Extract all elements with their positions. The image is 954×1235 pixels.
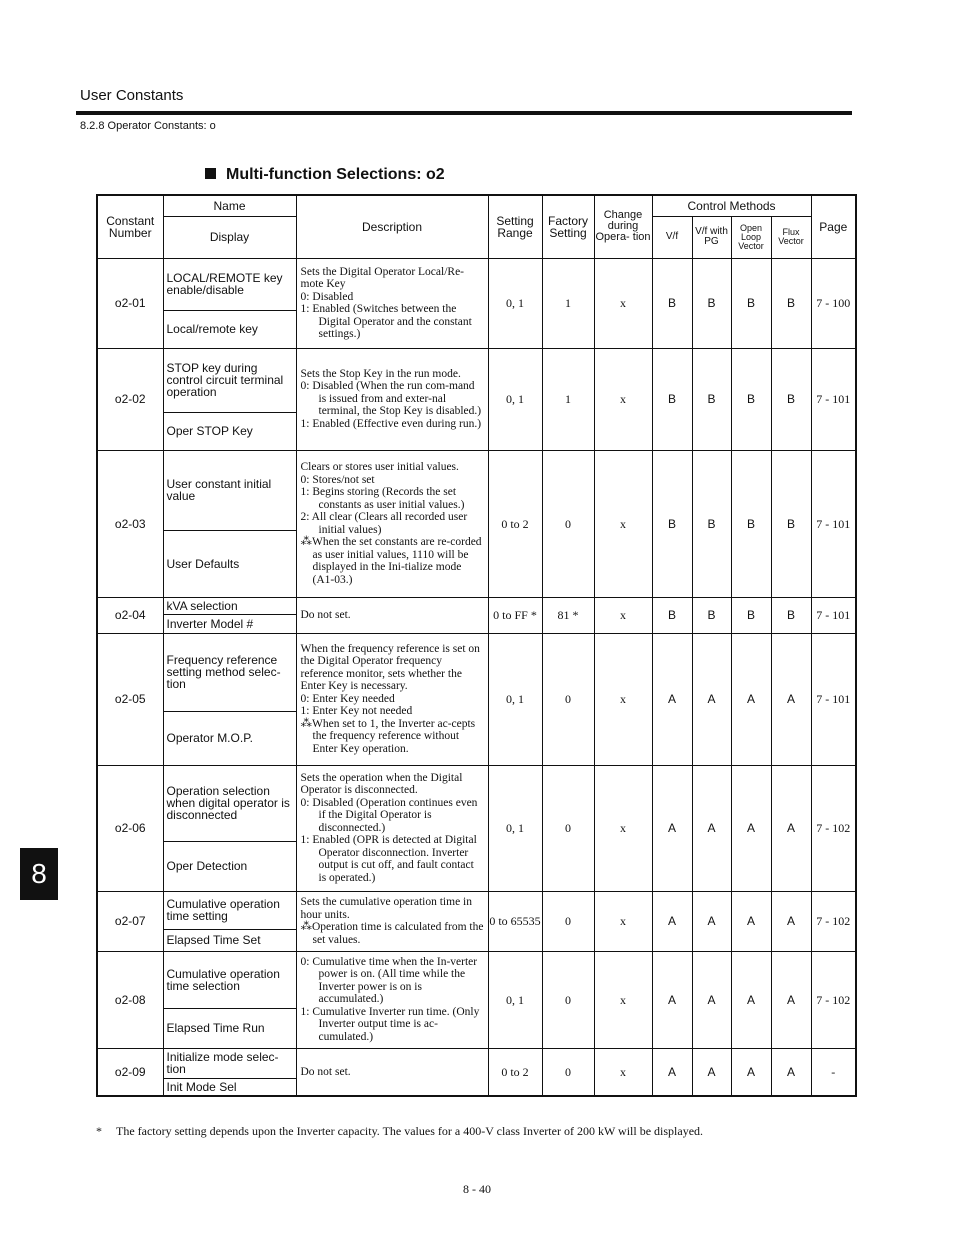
- table-row: [97, 450, 856, 530]
- table-row: [97, 891, 856, 929]
- open-loop-vector-access: A: [731, 633, 771, 765]
- description-option: 2: All clear (Clears all recorded user initial values): [300, 511, 468, 536]
- header-page: Page: [811, 195, 856, 258]
- header-setting-range: Setting Range: [488, 195, 542, 258]
- square-bullet-icon: [205, 168, 216, 179]
- footnote-mark: *: [96, 1124, 102, 1138]
- description-option: 1: Enabled (Switches between the Digital Operator and the constant settings.): [300, 303, 472, 340]
- header-open-loop-vector: Open Loop Vector: [731, 216, 771, 258]
- header-factory-setting: Factory Setting: [542, 195, 594, 258]
- constant-number: o2-03: [97, 450, 163, 597]
- change-during-operation: x: [594, 951, 652, 1048]
- parameter-name: LOCAL/REMOTE key enable/disable: [163, 258, 296, 310]
- constant-number: o2-04: [97, 597, 163, 633]
- open-loop-vector-access: B: [731, 258, 771, 348]
- parameter-description: [296, 597, 488, 633]
- constant-number: o2-08: [97, 951, 163, 1048]
- factory-setting: 0: [542, 633, 594, 765]
- description-note: ⁂When the set constants are re-corded as user initial values, 1110 will be displayed in the Ini-tialize mode (A1-03.): [300, 536, 482, 586]
- subsection-title: 8.2.8 Operator Constants: o: [80, 120, 216, 132]
- chapter-tab: 8: [20, 848, 58, 900]
- constant-number: o2-01: [97, 258, 163, 348]
- parameter-name: Operation selection when digital operator is disconnected: [163, 765, 296, 841]
- description-line: Do not set.: [300, 608, 351, 621]
- factory-setting: 0: [542, 765, 594, 891]
- description-note: ⁂Operation time is calculated from the set values.: [300, 921, 484, 946]
- parameter-display: User Defaults: [163, 530, 296, 597]
- vf-access: A: [652, 951, 692, 1048]
- factory-setting: 0: [542, 951, 594, 1048]
- change-during-operation: x: [594, 1048, 652, 1096]
- description-line: Sets the cumulative operation time in hour units.: [300, 896, 473, 921]
- description-option: 1: Enter Key not needed: [300, 705, 413, 718]
- open-loop-vector-access: A: [731, 1048, 771, 1096]
- setting-range: 0, 1: [488, 951, 542, 1048]
- page-number: 8 - 40: [463, 1182, 491, 1196]
- page-reference: 7 - 101: [811, 348, 856, 450]
- page-reference: 7 - 101: [811, 597, 856, 633]
- parameter-description: [296, 633, 488, 765]
- vf-access: A: [652, 1048, 692, 1096]
- flux-vector-access: A: [771, 765, 811, 891]
- table-row: [97, 258, 856, 310]
- parameter-display: Init Mode Sel: [163, 1078, 296, 1096]
- page-reference: 7 - 102: [811, 891, 856, 951]
- parameter-display: Inverter Model #: [163, 614, 296, 633]
- parameter-description: [296, 891, 488, 951]
- open-loop-vector-access: A: [731, 951, 771, 1048]
- vf-access: B: [652, 597, 692, 633]
- description-line: Sets the operation when the Digital Operator is disconnected.: [300, 771, 463, 797]
- factory-setting: 0: [542, 891, 594, 951]
- vf-pg-access: B: [692, 450, 731, 597]
- factory-setting: 1: [542, 348, 594, 450]
- description-line: Clears or stores user initial values.: [300, 461, 459, 473]
- setting-range: 0 to 65535: [488, 891, 542, 951]
- flux-vector-access: A: [771, 891, 811, 951]
- description-option: 1: Cumulative Inverter run time. (Only Inverter output time is ac-cumulated.): [300, 1005, 480, 1043]
- footnote-text: The factory setting depends upon the Inverter capacity. The values for a 400-V class Inverter of 200 kW will be displayed.: [116, 1124, 704, 1138]
- header-vf: V/f: [652, 216, 692, 258]
- setting-range: 0 to 2: [488, 450, 542, 597]
- header-name: Name: [163, 195, 296, 216]
- page-reference: 7 - 100: [811, 258, 856, 348]
- change-during-operation: x: [594, 765, 652, 891]
- vf-access: B: [652, 258, 692, 348]
- open-loop-vector-access: B: [731, 348, 771, 450]
- parameter-name: Frequency reference setting method selec-tion: [163, 633, 296, 711]
- table-heading: [205, 166, 445, 184]
- header-vf-pg: V/f with PG: [692, 216, 731, 258]
- factory-setting: 0: [542, 450, 594, 597]
- description-option: 0: Disabled (When the run com-mand is issued from and exter-nal terminal, the Stop Key is disabled.): [300, 380, 482, 418]
- description-note: ⁂When set to 1, the Inverter ac-cepts the frequency reference without Enter Key operation.: [300, 717, 476, 755]
- vf-pg-access: A: [692, 891, 731, 951]
- vf-pg-access: A: [692, 633, 731, 765]
- description-line: Sets the Stop Key in the run mode.: [300, 367, 461, 380]
- flux-vector-access: B: [771, 450, 811, 597]
- change-during-operation: x: [594, 258, 652, 348]
- setting-range: 0 to 2: [488, 1048, 542, 1096]
- table-row: [97, 633, 856, 711]
- flux-vector-access: B: [771, 258, 811, 348]
- table-row: [97, 1048, 856, 1078]
- header-flux-vector: Flux Vector: [771, 216, 811, 258]
- page-reference: 7 - 102: [811, 765, 856, 891]
- change-during-operation: x: [594, 348, 652, 450]
- header-description: Description: [296, 195, 488, 258]
- setting-range: 0, 1: [488, 633, 542, 765]
- table-row: [97, 597, 856, 614]
- parameter-display: Elapsed Time Set: [163, 929, 296, 951]
- change-during-operation: x: [594, 891, 652, 951]
- setting-range: 0 to FF *: [488, 597, 542, 633]
- description-option: 0: Cumulative time when the In-verter power is on. (All time while the Inverter power is on is accumulated.): [300, 955, 478, 1006]
- parameter-display: Operator M.O.P.: [163, 711, 296, 765]
- flux-vector-access: A: [771, 633, 811, 765]
- parameter-display: Oper STOP Key: [163, 412, 296, 450]
- header-display: Display: [163, 216, 296, 258]
- factory-setting: 1: [542, 258, 594, 348]
- parameter-display: Oper Detection: [163, 841, 296, 891]
- constant-number: o2-07: [97, 891, 163, 951]
- vf-access: A: [652, 765, 692, 891]
- description-option: 1: Begins storing (Records the set constants as user initial values.): [300, 486, 465, 511]
- parameter-display: Elapsed Time Run: [163, 1008, 296, 1048]
- footnote: [96, 1124, 703, 1139]
- vf-pg-access: A: [692, 765, 731, 891]
- description-line: When the frequency reference is set on the Digital Operator frequency reference monitor, sets whether the Enter Key is necessary.: [300, 642, 480, 693]
- description-option: 0: Enter Key needed: [300, 692, 395, 705]
- vf-pg-access: A: [692, 951, 731, 1048]
- vf-access: A: [652, 891, 692, 951]
- header-rule: [76, 111, 852, 115]
- vf-access: A: [652, 633, 692, 765]
- header-row-1: [97, 195, 856, 216]
- open-loop-vector-access: A: [731, 891, 771, 951]
- table-row: [97, 765, 856, 841]
- flux-vector-access: B: [771, 348, 811, 450]
- parameter-description: [296, 348, 488, 450]
- page-reference: 7 - 101: [811, 633, 856, 765]
- parameter-name: User constant initial value: [163, 450, 296, 530]
- table-row: [97, 348, 856, 412]
- page-reference: -: [811, 1048, 856, 1096]
- description-line: Do not set.: [300, 1065, 351, 1078]
- parameter-description: [296, 1048, 488, 1096]
- table-row: [97, 951, 856, 1008]
- description-option: 1: Enabled (OPR is detected at Digital Operator disconnection. Inverter output is cut off, and fault contact is operated.): [300, 834, 477, 884]
- parameter-description: [296, 450, 488, 597]
- constants-table: [96, 194, 857, 1097]
- description-option: 0: Stores/not set: [300, 473, 375, 486]
- constant-number: o2-02: [97, 348, 163, 450]
- setting-range: 0, 1: [488, 765, 542, 891]
- flux-vector-access: A: [771, 951, 811, 1048]
- parameter-description: [296, 258, 488, 348]
- vf-pg-access: B: [692, 258, 731, 348]
- change-during-operation: x: [594, 633, 652, 765]
- vf-access: B: [652, 348, 692, 450]
- page-reference: 7 - 101: [811, 450, 856, 597]
- setting-range: 0, 1: [488, 348, 542, 450]
- setting-range: 0, 1: [488, 258, 542, 348]
- flux-vector-access: A: [771, 1048, 811, 1096]
- parameter-description: [296, 765, 488, 891]
- constant-number: o2-09: [97, 1048, 163, 1096]
- vf-pg-access: B: [692, 348, 731, 450]
- description-line: Sets the Digital Operator Local/Re-mote Key: [300, 265, 465, 290]
- factory-setting: 81 *: [542, 597, 594, 633]
- description-option: 1: Enabled (Effective even during run.): [300, 417, 482, 430]
- factory-setting: 0: [542, 1048, 594, 1096]
- header-control-methods: Control Methods: [652, 195, 811, 216]
- vf-pg-access: A: [692, 1048, 731, 1096]
- parameter-display: Local/remote key: [163, 310, 296, 348]
- parameter-name: STOP key during control circuit terminal operation: [163, 348, 296, 412]
- change-during-operation: x: [594, 597, 652, 633]
- parameter-name: Cumulative operation time setting: [163, 891, 296, 929]
- description-option: 0: Disabled: [300, 290, 354, 303]
- change-during-operation: x: [594, 450, 652, 597]
- open-loop-vector-access: B: [731, 597, 771, 633]
- header-constant-number: Constant Number: [97, 195, 163, 258]
- parameter-name: Cumulative operation time selection: [163, 951, 296, 1008]
- parameter-description: [296, 951, 488, 1048]
- open-loop-vector-access: B: [731, 450, 771, 597]
- page-reference: 7 - 102: [811, 951, 856, 1048]
- parameter-name: Initialize mode selec-tion: [163, 1048, 296, 1078]
- header-change-during-operation: Change during Opera- tion: [594, 195, 652, 258]
- constant-number: o2-06: [97, 765, 163, 891]
- description-option: 0: Disabled (Operation continues even if the Digital Operator is disconnected.): [300, 796, 478, 834]
- heading-text: Multi-function Selections: o2: [226, 166, 445, 183]
- parameter-name: kVA selection: [163, 597, 296, 614]
- flux-vector-access: B: [771, 597, 811, 633]
- vf-access: B: [652, 450, 692, 597]
- section-title: User Constants: [80, 87, 184, 104]
- open-loop-vector-access: A: [731, 765, 771, 891]
- vf-pg-access: B: [692, 597, 731, 633]
- constant-number: o2-05: [97, 633, 163, 765]
